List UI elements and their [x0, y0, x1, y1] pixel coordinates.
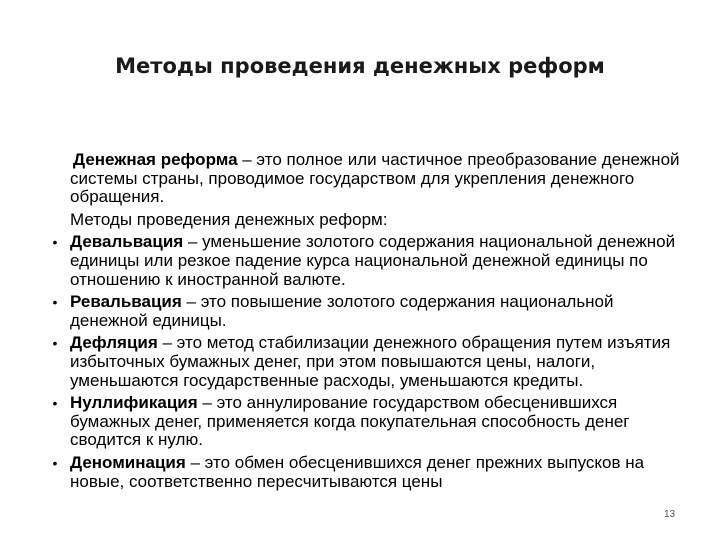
list-item — [50, 293, 690, 330]
item-term: Ревальвация — [70, 292, 182, 312]
item-term: Деноминация — [70, 452, 186, 472]
item-text: – это метод стабилизации денежного обращения путем изъятия избыточных бумажных денег, при этом повышаются цены, налоги, уменьшаются государственные расходы, уменьшаются кредиты. — [70, 333, 671, 390]
item-text: – это повышение золотого содержания национальной денежной единицы. — [70, 292, 614, 330]
intro-text: – это полное или частичное преобразование денежной системы страны, проводимое государством для укрепления денежного обращения. — [70, 150, 680, 207]
slide-title: Методы проведения денежных реформ — [115, 54, 605, 78]
item-term: Дефляция — [70, 333, 158, 353]
slide-body — [50, 151, 690, 495]
page-number: 13 — [664, 509, 676, 520]
item-text: – это обмен обесценившихся денег прежних выпусков на новые, соответственно пересчитываются цены — [70, 452, 645, 491]
methods-heading: Методы проведения денежных реформ: — [70, 209, 388, 229]
item-text: – уменьшение золотого содержания национальной денежной единицы или резкое падение курса национальной денежной единицы по отношению к иностранной валюте. — [70, 232, 676, 289]
bullet-icon: • — [52, 234, 58, 251]
list-item — [50, 334, 690, 390]
intro-term: Денежная реформа — [73, 150, 238, 169]
item-term: Девальвация — [70, 232, 184, 252]
bullet-icon: • — [52, 294, 58, 311]
list-item — [50, 233, 690, 289]
bullet-icon: • — [52, 335, 58, 352]
methods-list — [50, 233, 690, 491]
item-text: – это аннулирование государством обесценившихся бумажных денег, применяется когда покупательная способность денег сводится к нулю. — [70, 393, 630, 450]
intro-paragraph — [70, 151, 690, 207]
list-item — [50, 394, 690, 450]
bullet-icon: • — [52, 395, 58, 412]
item-term: Нуллификация — [70, 393, 198, 413]
list-item — [50, 454, 690, 491]
bullet-icon: • — [52, 454, 58, 471]
